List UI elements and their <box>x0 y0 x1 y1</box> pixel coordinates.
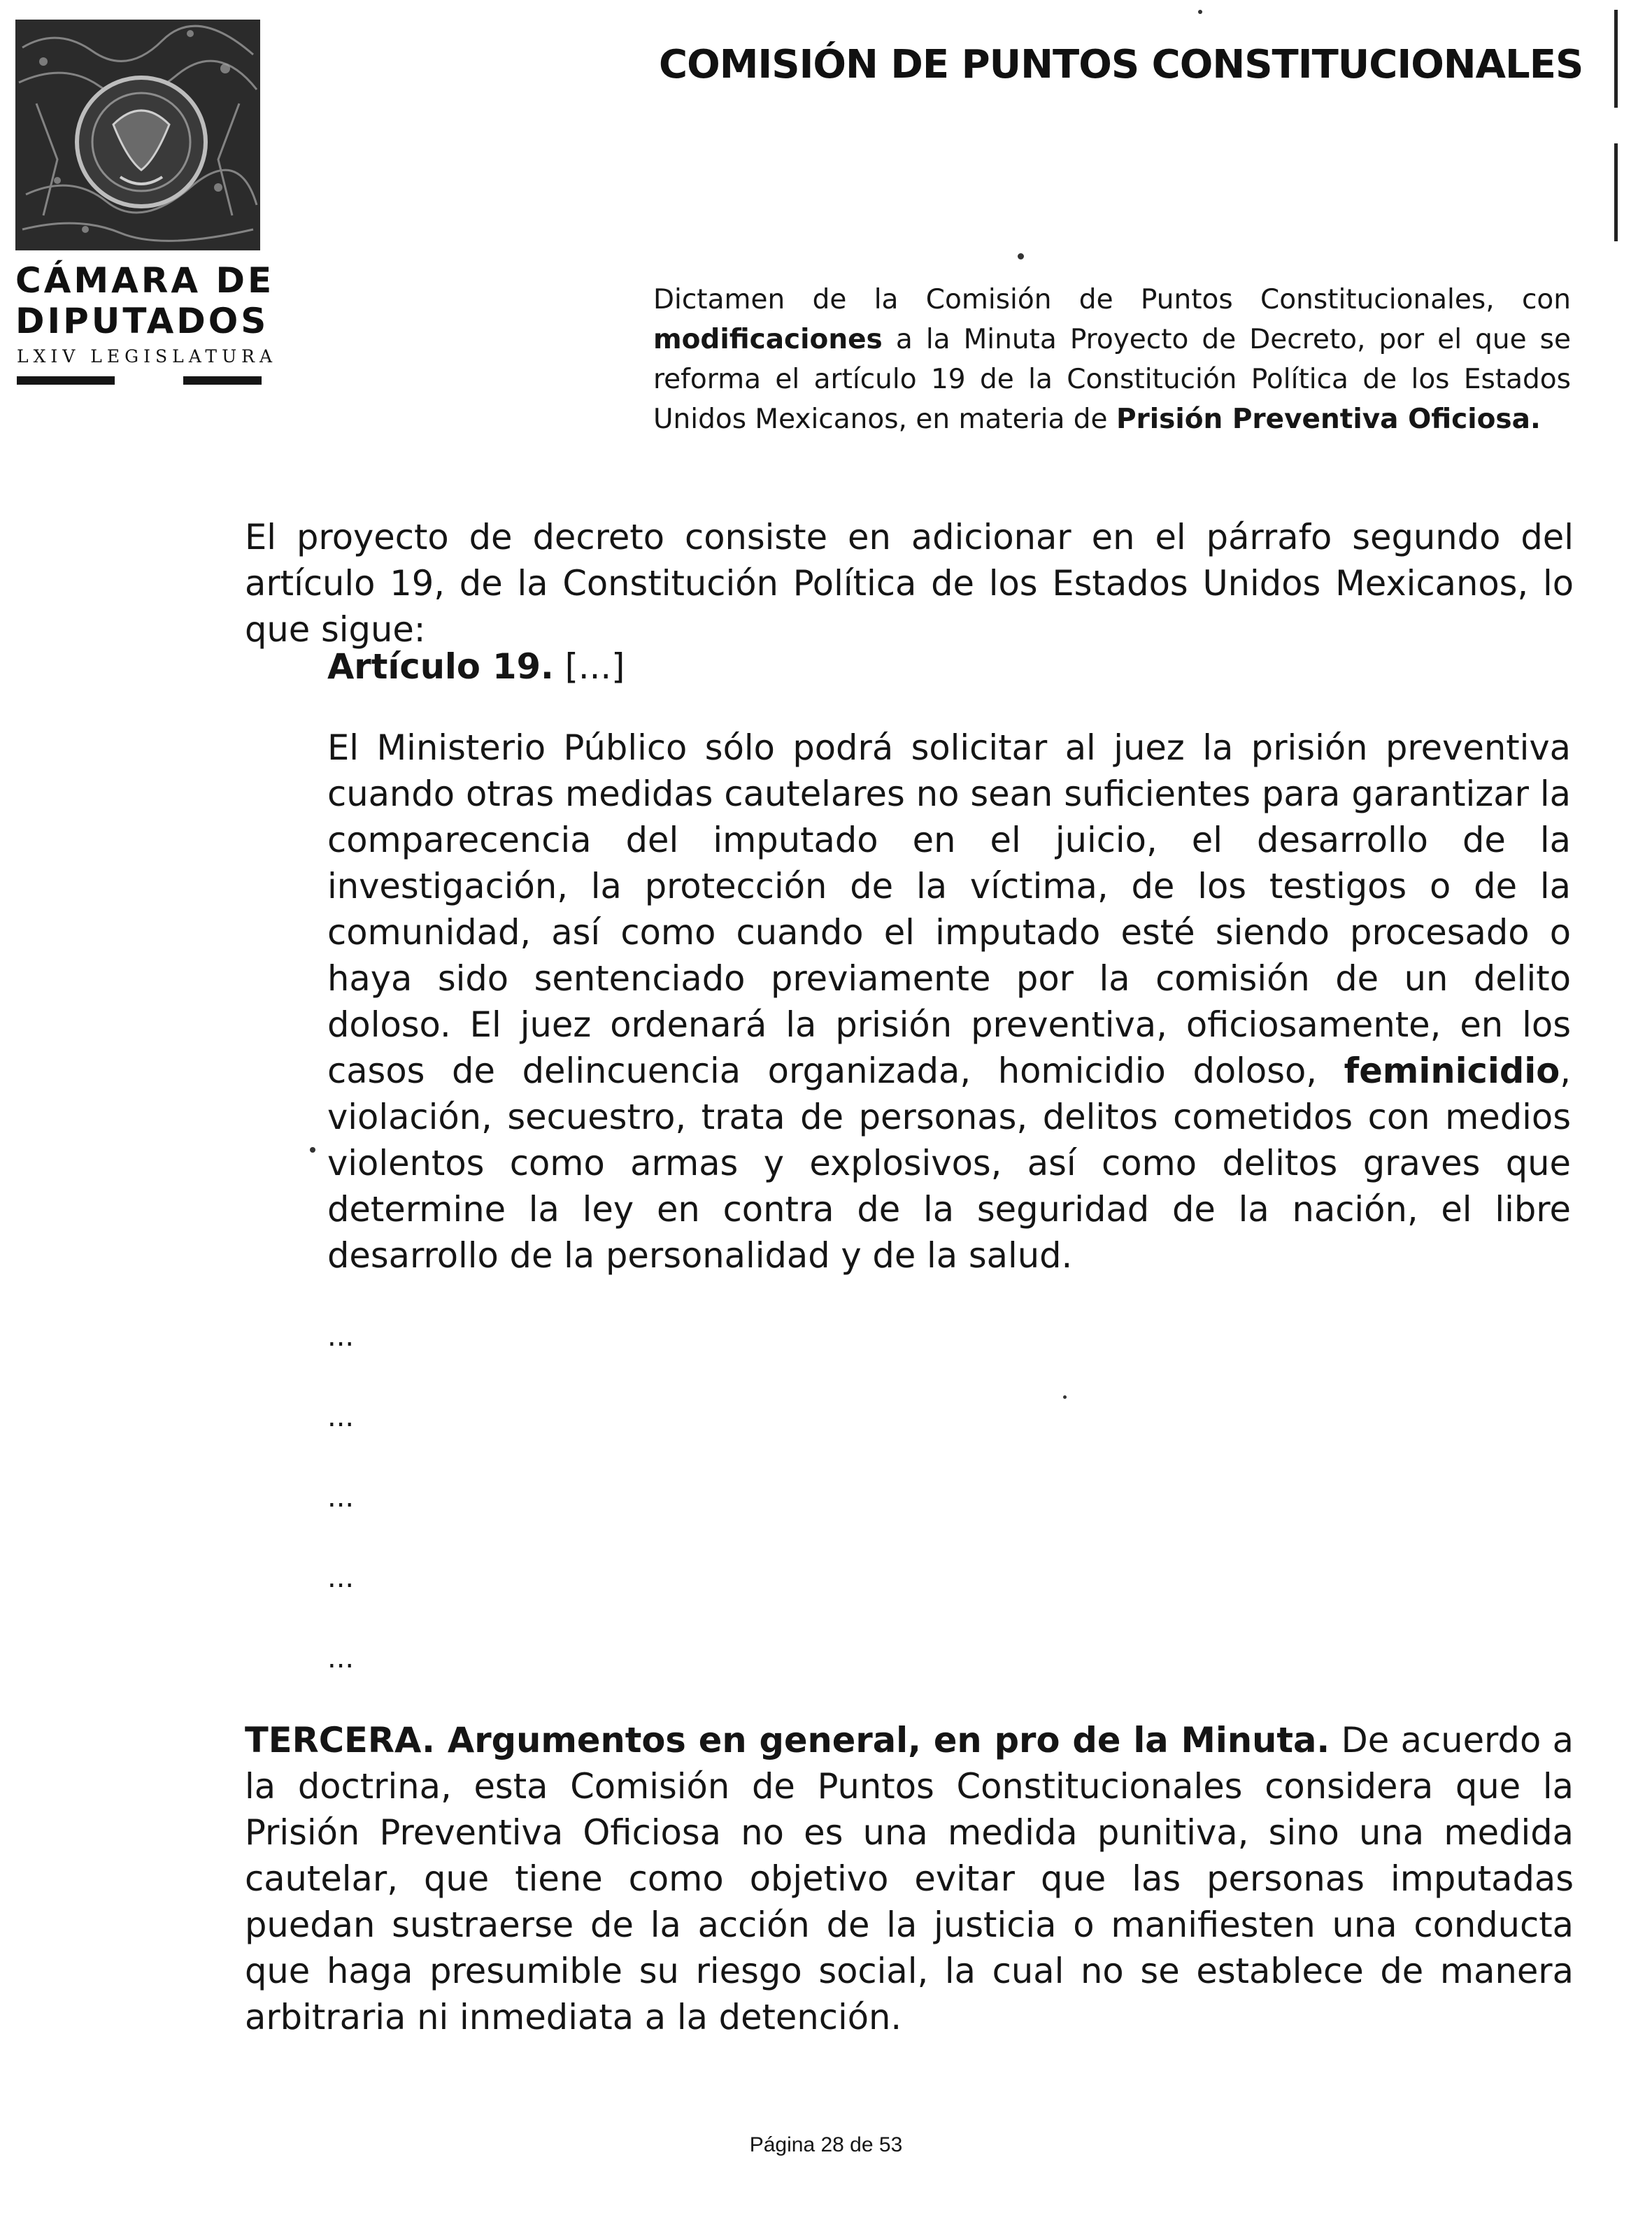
margin-rule-bottom <box>1614 143 1618 241</box>
tercera-paragraph <box>245 1717 1574 2040</box>
chamber-seal-logo <box>15 20 260 250</box>
article-heading-rest: [...] <box>553 646 625 687</box>
dictamen-text-3: . <box>1530 404 1541 435</box>
page-number: Página 28 de 53 <box>749 2133 903 2156</box>
dictamen-text-1: Dictamen de la Comisión de Puntos Constitucionales, con <box>653 284 1571 315</box>
committee-title: COMISIÓN DE PUNTOS CONSTITUCIONALES <box>659 42 1583 87</box>
institution-name-line2: DIPUTADOS <box>15 301 269 341</box>
scan-speck <box>1198 10 1202 14</box>
tercera-text: De acuerdo a la doctrina, esta Comisión de Puntos Constitucionales considera que la Prisión Preventiva Oficiosa no es una medida punitiva, sino una medida cautelar, que tiene como objetivo evitar que las personas imputadas puedan sustraerse de la acción de la justicia o manifiesten una conducta que haga presumible su riesgo social, la cual no se establece de manera arbitraria ni inmediata a la detención. <box>245 1720 1574 2037</box>
intro-paragraph: El proyecto de decreto consiste en adicionar en el párrafo segundo del artículo 19, de la Constitución Política de los Estados Unidos Mexicanos, lo que sigue: <box>245 517 1574 650</box>
ellipsis-1: ... <box>327 1321 355 1353</box>
article-paragraph <box>327 725 1571 1279</box>
article-text-1: El Ministerio Público sólo podrá solicitar al juez la prisión preventiva cuando otras medidas cautelares no sean suficientes para garantizar la comparecencia del imputado en el juicio, el desarrollo de la investigación, la protección de la víctima, de los testigos o de la comunidad, así como cuando el imputado esté siendo procesado o haya sido sentenciado previamente por la comisión de un delito doloso. El juez ordenará la prisión preventiva, oficiosamente, en los casos de delincuencia organizada, homicidio doloso, <box>327 727 1571 1091</box>
tercera-heading: TERCERA. Argumentos en general, en pro de la Minuta. <box>245 1720 1330 1760</box>
article-bold-feminicidio: feminicidio <box>1344 1051 1560 1091</box>
legislature-label: LXIV LEGISLATURA <box>17 346 278 367</box>
dictamen-summary <box>653 280 1571 439</box>
ellipsis-2: ... <box>327 1401 355 1433</box>
scan-speck <box>1018 253 1024 259</box>
ellipsis-4: ... <box>327 1562 355 1594</box>
dictamen-bold-topic: Prisión Preventiva Oficiosa <box>1116 404 1530 435</box>
dictamen-text-2: a la Minuta Proyecto de Decreto, por el que se reforma el artículo 19 de la Constitución Política de los Estados Unidos Mexicanos, en materia de <box>653 324 1571 435</box>
ellipsis-5: ... <box>327 1642 355 1674</box>
institution-name-line1: CÁMARA DE <box>15 260 275 301</box>
article-heading <box>327 643 625 690</box>
scan-speck <box>310 1147 315 1153</box>
logo-bar-right <box>183 376 262 385</box>
scan-speck <box>1063 1395 1067 1399</box>
article-text-2: , violación, secuestro, trata de personas, delitos cometidos con medios violentos como armas y explosivos, así como delitos graves que determine la ley en contra de la seguridad de la nación, el libre desarrollo de la personalidad y de la salud. <box>327 1051 1571 1276</box>
dictamen-bold-modificaciones: modificaciones <box>653 324 883 355</box>
article-heading-bold: Artículo 19. <box>327 646 554 687</box>
institution-name <box>15 260 274 341</box>
margin-rule-top <box>1614 10 1618 108</box>
logo-bar-left <box>17 376 115 385</box>
ellipsis-3: ... <box>327 1481 355 1514</box>
